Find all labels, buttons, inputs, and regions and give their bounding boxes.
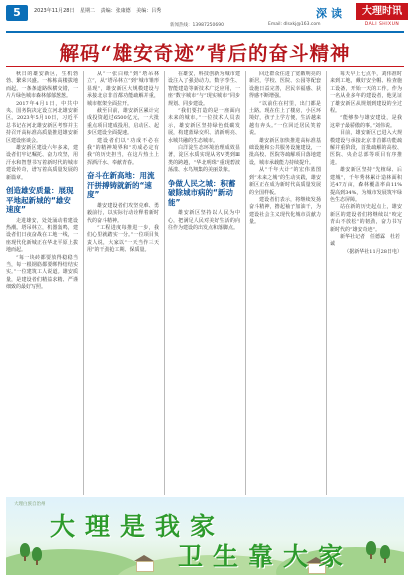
public-health-banner xyxy=(6,497,404,575)
section-name: 深读 xyxy=(316,7,346,20)
subheading: 创造雄安质量：展现平地起新城的“雄安速度” xyxy=(6,186,74,215)
paragraph: 雄安新区建设六年多来，建设者们牢记嘱托、奋力攻坚，用汗水和智慧书写着新时代的城市建设传奇，谱写着高质量发展的新篇章。 xyxy=(6,145,78,181)
article-headline: 解码“雄安奇迹”背后的奋斗精神 xyxy=(59,42,351,65)
layout-editor-label: 美编：吕秀 xyxy=(136,8,162,14)
tree-icon xyxy=(20,543,30,557)
paragraph: 目前，雄安新区已进入大规模建设与承接北京非首都功能疏解并重阶段，首批疏解的高校、医院、央企总部等项目有序推进。 xyxy=(330,130,402,166)
paragraph: 走进雄安，处处涌动着建设热潮。塔吊林立，机器轰鸣，建设者们日夜奋战在工地一线，一座现代化新城正在华北平原上拔地而起。 xyxy=(6,217,78,254)
paragraph: 回迁群众住进了宽敞明亮的新居，学校、医院、公园等配套设施日益完善，居民幸福感、获得感不断增强。 xyxy=(249,71,321,100)
article-column-5 xyxy=(330,71,402,495)
paragraph: 雄安新区坚持“先植绿、后建城”，千年秀林累计造林面积达47万亩，森林覆盖率由11%提高到34%，为城市发展筑牢绿色生态屏障。 xyxy=(330,167,402,203)
paragraph: 雄安新区加快推进高标准基础设施和公共服务设施建设，一批高校、医院等疏解项目落地建设，城市承载能力持续提升。 xyxy=(249,137,321,166)
subheading: 争做人民之城：积蓄破除城市病的“新动能” xyxy=(168,178,236,207)
paragraph: 截至目前，雄安新区累计完成投资超过6500亿元，一大批重点项目建成投用，启动区、起步区建设全面提速。 xyxy=(87,108,159,137)
page-number-badge: 5 xyxy=(6,5,28,21)
article-column-3 xyxy=(168,71,240,495)
article-column-4 xyxy=(249,71,321,495)
article-column-1 xyxy=(6,71,78,495)
house-icon xyxy=(136,561,154,572)
paragraph: 秋日的雄安新区，生机勃勃、繁荣兴盛。一栋栋高楼拔地而起，一条条道路纵横交错，一片片绿色城市森林郁郁葱葱。 xyxy=(6,71,78,100)
column-divider xyxy=(245,71,246,495)
column-divider xyxy=(83,71,84,495)
issue-weekday: 星期二 xyxy=(80,8,96,14)
article-column-2 xyxy=(87,71,159,495)
news-hotline: 新闻热线：13987250690 xyxy=(170,23,224,28)
paragraph: 2017年4月1日，中共中央、国务院决定设立河北雄安新区。2023年5月10日，习近平总书记在河北雄安新区考察并主持召开高标准高质量推进雄安新区建设座谈会。 xyxy=(6,100,78,144)
paragraph: 雄安建设者们攻坚克难、勇毅前行，以实际行动诠释着新时代的奋斗精神。 xyxy=(87,202,159,224)
byline: 新华社记者 任德霖 杜若诚 xyxy=(330,233,401,248)
tree-icon xyxy=(366,541,376,555)
headline-rule xyxy=(6,66,404,67)
header-rule xyxy=(6,31,404,33)
paragraph: 白洋淀生态环境治理成效显著，淀区水质实现从劣Ⅴ类到Ⅲ类的跨越，“华北明珠”重现碧波荡漾、水鸟翔集的美丽景象。 xyxy=(168,145,240,174)
issue-date: 2023年11月28日 xyxy=(34,8,75,14)
tree-icon xyxy=(32,547,42,561)
issue-meta xyxy=(34,7,165,14)
banner-slogan-line-1: 大理是我家 xyxy=(50,512,226,541)
column-divider xyxy=(326,71,327,495)
editor-label: 责编：张康德 xyxy=(100,8,131,14)
paragraph: 站在新的历史起点上，雄安新区的建设者们将继续以“咬定青山不放松”的韧劲，奋力书写新时代的“雄安奇迹”。 xyxy=(330,204,402,233)
paragraph: 雄安新区坚持以人民为中心，把满足人民对美好生活的向往作为建设的出发点和落脚点。 xyxy=(168,210,240,231)
article-body xyxy=(6,71,404,495)
column-divider xyxy=(164,71,165,495)
contact-email: Email: dlsxkj@163.com xyxy=(268,22,321,27)
tree-trunk xyxy=(36,560,38,565)
subheading: 奋斗在新高地：用流汗拼搏铸就新的“速度” xyxy=(87,171,155,200)
banner-slogan-line-2: 卫生靠大家 xyxy=(178,542,354,571)
paragraph: 从“一张白纸”到“塔吊林立”，从“塔吊林立”到“城市雏形显现”，雄安新区大规模建设与承接北京非首都功能疏解并重，城市框架全面拉开。 xyxy=(87,71,159,107)
paragraph: 每天早上七点半，刘伟准时来到工地，戴好安全帽、检查施工设备，开始一天的工作。作为一名从业多年的建设者，他见证了雄安新区从规划到建设的全过程。 xyxy=(330,71,402,115)
paragraph: “以前住在村里，出门都是土路。现在住上了楼房，小区环境好，孩子上学方便，生活越来越有奔头。”一位回迁居民笑着说。 xyxy=(249,100,321,137)
brand-english-name: DALI SHIXUN xyxy=(364,22,400,27)
tree-icon xyxy=(380,545,390,559)
tree-trunk xyxy=(24,556,26,561)
page-header xyxy=(0,0,410,34)
paragraph: 建设者们以“功成不必在我”的精神境界和“功成必定有我”的历史担当，在这片热土上挥洒汗水、奉献青春。 xyxy=(87,137,159,166)
paragraph: “我们要打造的是一座面向未来的城市。”一位技术人员表示，雄安新区坚持绿色低碳发展，构建蓝绿交织、清新明亮、水城共融的生态城市。 xyxy=(168,108,240,144)
paragraph: 在雄安，科技创新为城市建设注入了强劲动力。数字孪生、智能建造等新技术广泛应用，一座“数字城市”与“现实城市”同步规划、同步建设。 xyxy=(168,71,240,107)
tree-trunk xyxy=(370,554,372,559)
paragraph: 建设者们表示，将继续发扬奋斗精神，撸起袖子加油干，为建设社会主义现代化城市贡献力量。 xyxy=(249,196,321,226)
paragraph: 从“千年大计”的宏伟蓝图到“未来之城”的生动实践，雄安新区正在成为新时代高质量发展的全国样板。 xyxy=(249,167,321,196)
paragraph: “工程进度每推进一步，我们心里就踏实一分。”一位项目负责人说，大家以“一天当作三天用”的干劲抢工期、保质量。 xyxy=(87,225,159,254)
paragraph: “能够参与雄安建设，是我这辈子最骄傲的事。”刘伟说。 xyxy=(330,115,402,129)
source-note: （据新华社11月28日电） xyxy=(344,248,402,255)
paragraph: “每一块砖都要放得稳稳当当，每一根钢筋都要绑得结结实实。”一位建筑工人说道。雄安质量，是建设者们精益求精、严谨细致的最好写照。 xyxy=(6,254,78,291)
brand-logo: 大理时讯 xyxy=(356,3,408,20)
tree-trunk xyxy=(384,558,386,563)
banner-caption: 大理白族自治州 xyxy=(14,502,46,507)
